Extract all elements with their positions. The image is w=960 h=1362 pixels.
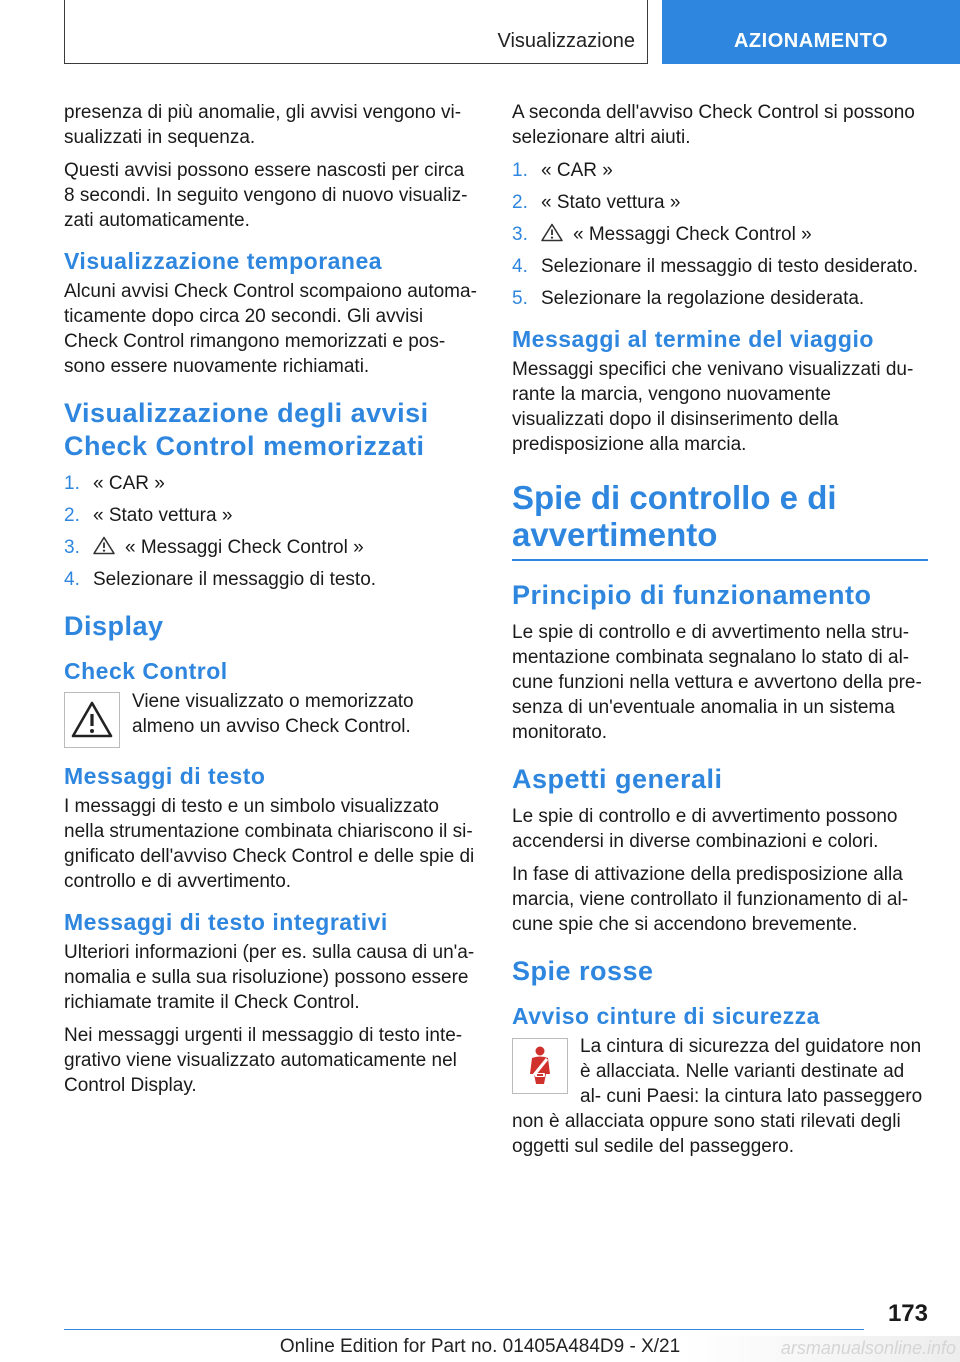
- list-item: [512, 158, 928, 183]
- warning-triangle-icon: [64, 692, 120, 748]
- step-number: 1.: [64, 473, 80, 494]
- paragraph: I messaggi di testo e un simbolo visualizzato nella strumentazione combinata chiariscono il si- gnificato dell'avviso Check Control e delle spie di controllo e di avvertimento.: [64, 796, 475, 892]
- header-section-box: [64, 0, 648, 64]
- steps-list: [64, 471, 478, 592]
- list-item: [64, 471, 478, 496]
- step-text: Selezionare il messaggio di testo desiderato.: [541, 256, 919, 277]
- step-text: Selezionare il messaggio di testo.: [93, 569, 377, 590]
- heading-red-lights: Spie rosse: [512, 956, 654, 986]
- step-number: 3.: [64, 537, 80, 558]
- heading-temporary-display: Visualizzazione temporanea: [64, 248, 383, 274]
- list-item: [512, 254, 928, 279]
- paragraph: Le spie di controllo e di avvertimento nella stru- mentazione combinata segnalano lo stato di al- cune funzioni nella vettura e avvertono della pre- senza di un'eventuale anomalia in un sistema monitorato.: [512, 622, 922, 743]
- watermark: [682, 1336, 960, 1362]
- left-column: [64, 100, 478, 1106]
- paragraph: Ulteriori informazioni (per es. sulla causa di un'a- nomalia e sulla sua risoluzione) possono essere richiamate tramite il Check Control.: [64, 942, 475, 1013]
- step-text: « Stato vettura »: [541, 192, 681, 213]
- step-text: « Messaggi Check Control »: [573, 224, 812, 245]
- list-item: [512, 286, 928, 311]
- list-item: [512, 190, 928, 215]
- paragraph: Le spie di controllo e di avvertimento possono accendersi in diverse combinazioni e colori.: [512, 806, 898, 852]
- page-number: 173: [887, 1300, 928, 1327]
- step-text: « Messaggi Check Control »: [125, 537, 364, 558]
- header-section-title: Visualizzazione: [497, 30, 635, 52]
- paragraph: Questi avvisi possono essere nascosti per circa 8 secondi. In seguito vengono di nuovo visualiz- zati automaticamente.: [64, 160, 468, 231]
- step-text: Selezionare la regolazione desiderata.: [541, 288, 865, 309]
- chapter-title: Spie di controllo e di avvertimento: [512, 479, 928, 561]
- heading-check-control: Check Control: [64, 658, 228, 684]
- warning-triangle-icon: [93, 536, 115, 555]
- heading-stored-messages: Visualizzazione degli avvisi Check Control memorizzati: [64, 398, 429, 461]
- step-number: 3.: [512, 224, 528, 245]
- list-item: [64, 567, 478, 592]
- heading-supplementary-messages: Messaggi di testo integrativi: [64, 909, 388, 935]
- paragraph: In fase di attivazione della predisposizione alla marcia, viene controllato il funzionamento di al- cune spie che si accendono brevemente.: [512, 864, 909, 935]
- right-column: [512, 100, 928, 1167]
- seatbelt-warning-icon: [512, 1038, 568, 1094]
- list-item: [64, 535, 478, 560]
- heading-text-messages: Messaggi di testo: [64, 763, 266, 789]
- step-number: 2.: [512, 192, 528, 213]
- step-text: « CAR »: [93, 473, 165, 494]
- paragraph: A seconda dell'avviso Check Control si possono selezionare altri aiuti.: [512, 102, 915, 148]
- heading-end-of-trip: Messaggi al termine del viaggio: [512, 326, 874, 352]
- steps-list: [512, 158, 928, 311]
- heading-display: Display: [64, 611, 164, 641]
- watermark-text: arsmanualsonline.info: [780, 1338, 956, 1358]
- paragraph: presenza di più anomalie, gli avvisi vengono vi- sualizzati in sequenza.: [64, 102, 462, 148]
- footer-rule: [64, 1329, 864, 1330]
- step-number: 4.: [64, 569, 80, 590]
- heading-operating-principle: Principio di funzionamento: [512, 580, 872, 610]
- list-item: [512, 222, 928, 247]
- list-item: [64, 503, 478, 528]
- seatbelt-block: [512, 1034, 928, 1159]
- step-number: 2.: [64, 505, 80, 526]
- step-text: « CAR »: [541, 160, 613, 181]
- footer-edition: Online Edition for Part no. 01405A484D9 - X/21: [279, 1336, 681, 1357]
- step-number: 5.: [512, 288, 528, 309]
- step-text: « Stato vettura »: [93, 505, 233, 526]
- header-chapter-tab: AZIONAMENTO: [662, 0, 960, 64]
- heading-general-aspects: Aspetti generali: [512, 764, 723, 794]
- paragraph: La cintura di sicurezza del guidatore non è allacciata. Nelle varianti destinate ad al- cuni Paesi: la cintura lato passeggero non è allacciata oppure sono stati rilevati degli oggetti sul sedile del passeggero.: [512, 1036, 923, 1157]
- warning-triangle-icon: [541, 223, 563, 242]
- heading-seatbelt-warning: Avviso cinture di sicurezza: [512, 1003, 820, 1029]
- paragraph: Alcuni avvisi Check Control scompaiono automa- ticamente dopo circa 20 secondi. Gli avvisi Check Control rimangono memorizzati e pos- sono essere nuovamente richiamati.: [64, 281, 477, 377]
- paragraph: Nei messaggi urgenti il messaggio di testo inte- grativo viene visualizzato automaticamente nel Control Display.: [64, 1025, 463, 1096]
- check-control-block: [64, 689, 478, 748]
- paragraph: Messaggi specifici che venivano visualizzati du- rante la marcia, vengono nuovamente visualizzati dopo il disinserimento della predisposizione alla marcia.: [512, 359, 914, 455]
- step-number: 4.: [512, 256, 528, 277]
- paragraph: Viene visualizzato o memorizzato almeno un avviso Check Control.: [132, 691, 414, 737]
- step-number: 1.: [512, 160, 528, 181]
